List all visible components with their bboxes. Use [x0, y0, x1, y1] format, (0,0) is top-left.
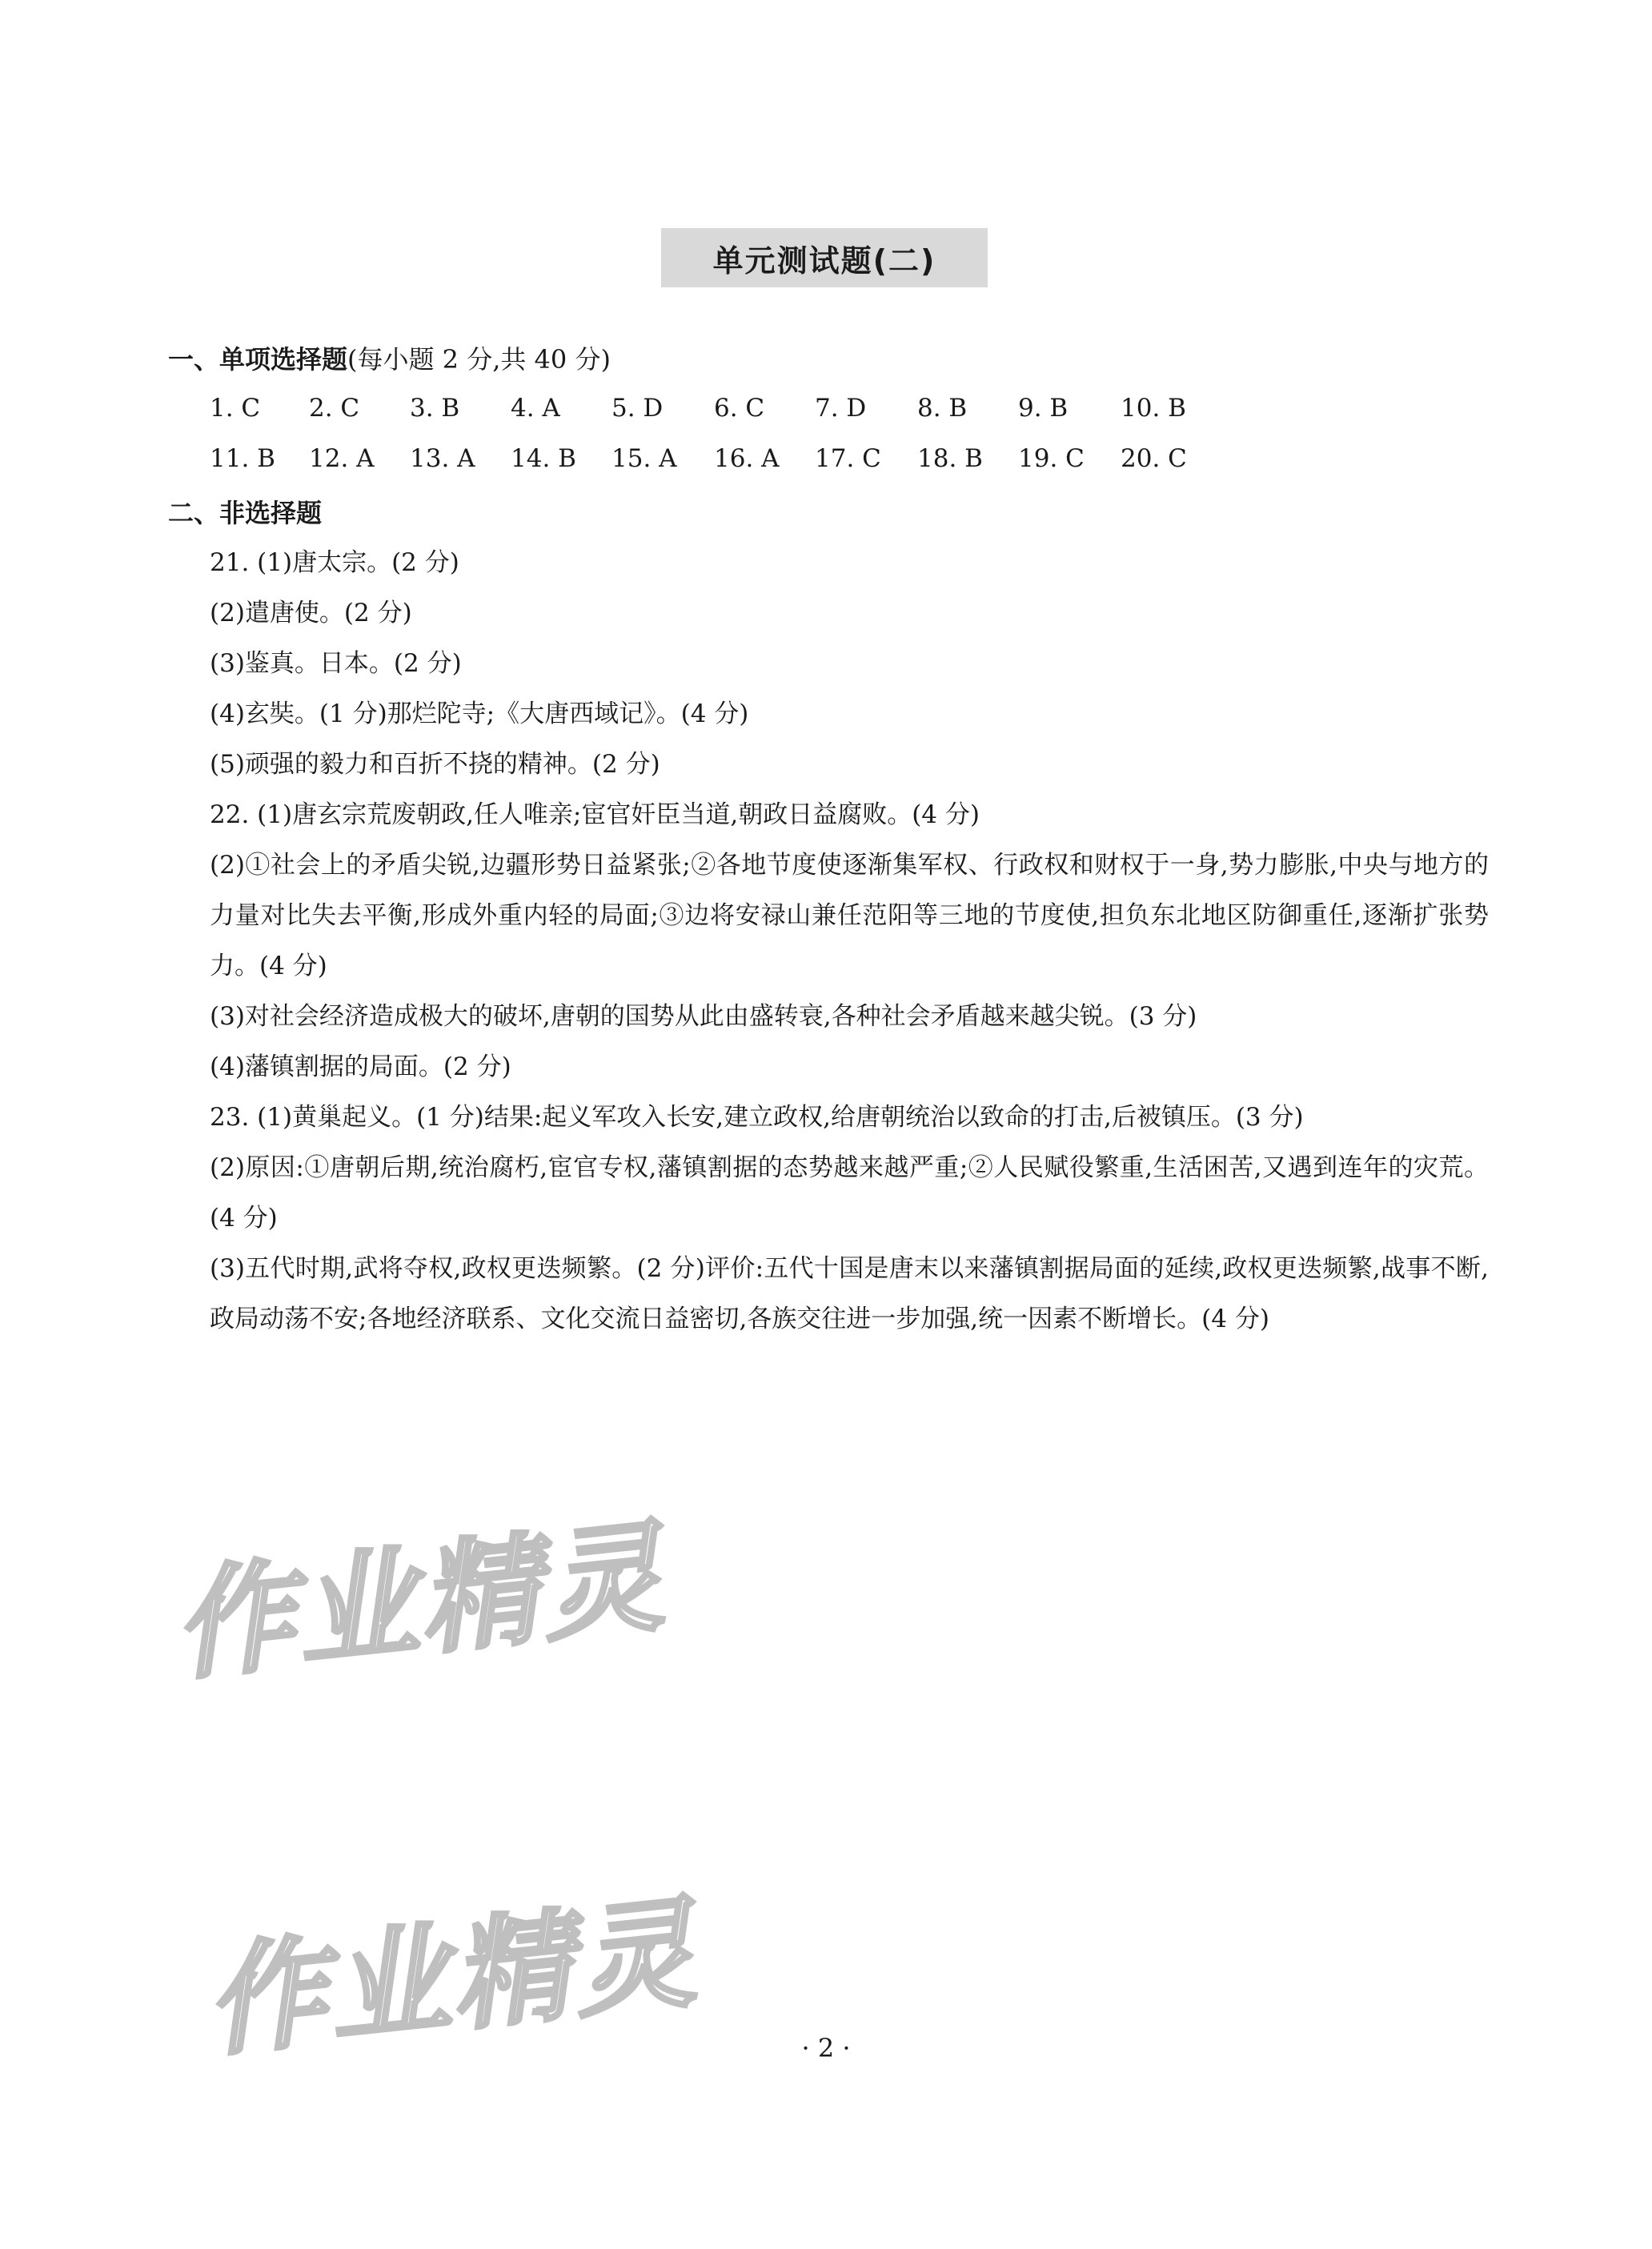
answer-item: 13. A: [410, 444, 475, 473]
answer-line: 23. (1)黄巢起义。(1 分)结果:起义军攻入长安,建立政权,给唐朝统治以致命的打击,后被镇压。(3 分): [210, 1103, 1304, 1132]
answer-item: 4. A: [511, 394, 560, 423]
watermark-logo: 作业精灵: [199, 1883, 704, 2074]
answer-item: 8. B: [917, 394, 968, 423]
answer-item: 20. C: [1121, 444, 1187, 473]
answer-item: 15. A: [611, 444, 677, 473]
answer-item: 11. B: [210, 444, 275, 473]
answer-item: 6. C: [714, 394, 765, 423]
answer-line: (3)对社会经济造成极大的破坏,唐朝的国势从此由盛转衰,各种社会矛盾越来越尖锐。(3 分): [210, 1002, 1197, 1031]
section-heading-nonchoice: 二、非选择题: [168, 498, 323, 528]
answer-item: 5. D: [611, 394, 664, 423]
page-title: 单元测试题(二): [661, 228, 988, 287]
answer-item: 14. B: [511, 444, 576, 473]
answer-line: (4)玄奘。(1 分)那烂陀寺;《大唐西域记》。(4 分): [210, 700, 749, 728]
answer-item: 9. B: [1018, 394, 1069, 423]
answer-item: 16. A: [714, 444, 780, 473]
answer-item: 19. C: [1018, 444, 1085, 473]
watermark-logo: 作业精灵: [167, 1507, 672, 1698]
answer-line: 22. (1)唐玄宗荒废朝政,任人唯亲;宦官奸臣当道,朝政日益腐败。(4 分): [210, 800, 980, 829]
answer-item: 1. C: [210, 394, 261, 423]
section-heading-text: 一、单项选择题: [168, 344, 348, 375]
answer-item: 18. B: [917, 444, 983, 473]
answer-line: (2)原因:①唐朝后期,统治腐朽,宦官专权,藩镇割据的态势越来越严重;②人民赋役繁重,生活困苦,又遇到连年的灾荒。(4 分): [210, 1153, 1489, 1233]
answer-item: 10. B: [1121, 394, 1186, 423]
answer-body: [210, 538, 1489, 1345]
page-number: · 2 ·: [801, 2033, 851, 2063]
answer-line: (3)五代时期,武将夺权,政权更迭频繁。(2 分)评价:五代十国是唐末以来藩镇割据局面的延续,政权更迭频繁,战事不断,政局动荡不安;各地经济联系、文化交流日益密切,各族交往进一步加强,统一因素不断增长。(4 分): [210, 1254, 1489, 1333]
answer-line: (5)顽强的毅力和百折不挠的精神。(2 分): [210, 750, 660, 779]
section-note: (每小题 2 分,共 40 分): [347, 344, 611, 375]
answer-item: 7. D: [815, 394, 867, 423]
answer-line: 21. (1)唐太宗。(2 分): [210, 548, 459, 577]
answer-item: 12. A: [309, 444, 375, 473]
section-heading-choice: [168, 339, 611, 376]
answer-line: (2)①社会上的矛盾尖锐,边疆形势日益紧张;②各地节度使逐渐集军权、行政权和财权于一身,势力膨胀,中央与地方的力量对比失去平衡,形成外重内轻的局面;③边将安禄山兼任范阳等三地的节度使,担负东北地区防御重任,逐渐扩张势力。(4 分): [210, 851, 1489, 980]
answer-line: (2)遣唐使。(2 分): [210, 599, 412, 627]
answer-line: (4)藩镇割据的局面。(2 分): [210, 1052, 511, 1081]
answer-item: 3. B: [410, 394, 460, 423]
answer-item: 17. C: [815, 444, 881, 473]
answer-item: 2. C: [309, 394, 360, 423]
answer-line: (3)鉴真。日本。(2 分): [210, 649, 462, 678]
